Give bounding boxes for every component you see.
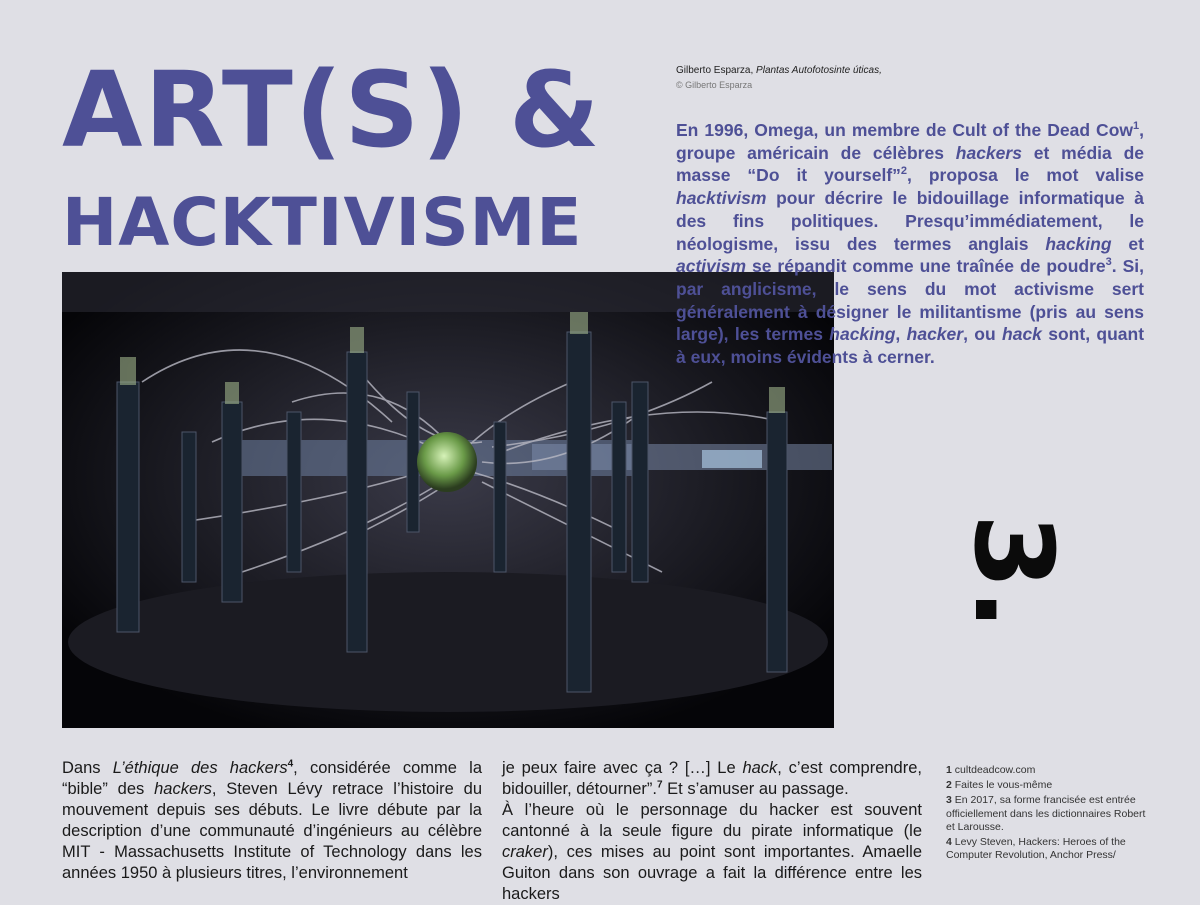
- footnote-item: 1 cultdeadcow.com: [946, 764, 1036, 776]
- footnote-ref[interactable]: 3: [1105, 256, 1112, 269]
- footnote-item: 3 En 2017, sa forme francisée est entrée officiellement dans les dictionnaires Robert et Larousse.: [946, 794, 1146, 833]
- footnote-item: 4 Levy Steven, Hackers: Heroes of the Computer Revolution, Anchor Press/: [946, 836, 1126, 862]
- page-title-line1: ART(S) &: [62, 49, 602, 171]
- footnote-item: 2 Faites le vous-même: [946, 779, 1053, 792]
- footnote-ref[interactable]: 7: [657, 779, 663, 791]
- body-column-2: je peux faire avec ça ? […] Le hack, c’est comprendre, bidouiller, détourner”.$^7$ Et s’amuser au passage. À l’heure où le personnage du hacker est souvent cantonné à la seule figure du pirate informatique (le craker), ces mises au point sont importantes. Amaelle Guiton dans son ouvrage a fait la différence entre les hackers: [502, 759, 922, 903]
- page-title-line2: HACKTIVISME: [62, 184, 583, 261]
- footnote-ref[interactable]: 4: [287, 758, 294, 770]
- credit-copyright: © Gilberto Esparza: [676, 80, 753, 90]
- credit-author: Gilberto Esparza,: [676, 65, 754, 76]
- lead-paragraph: En 1996, Omega, un membre de Cult of the Dead Cow$^1$, groupe américain de célèbres hackers et média de masse “Do it yourself”$^2$, proposa le mot valise hacktivism pour décrire le bidouillage informatique à des fins politiques. Presqu’immédiatement, le néologisme, issu des termes anglais hacking et activism se répandit comme une traînée de poudre$^3$. Si, par anglicisme, le sens du mot activisme sert généralement à désigner le militantisme (pris au sens large), les termes hacking, hacker, ou hack sont, quant à eux, moins évidents à cerner.: [676, 120, 1145, 368]
- photo-credit: [676, 64, 882, 92]
- credit-work: Plantas Autofotosinte úticas,: [756, 65, 882, 76]
- footnotes: [946, 764, 1146, 864]
- footnote-ref[interactable]: 1: [1133, 120, 1140, 133]
- body-column-1: Dans L’éthique des hackers$^4$, considérée comme la “bible” des hackers, Steven Lévy retrace l’histoire du mouvement depuis ses débuts. Le livre débute par la description d’une communauté d’ingénieurs au célèbre MIT - Massachusetts Institute of Technology dans les années 1950 à plusieurs titres, l’environnement: [62, 758, 482, 882]
- footnote-ref[interactable]: 2: [900, 165, 908, 178]
- chapter-number: 3.: [950, 513, 1076, 631]
